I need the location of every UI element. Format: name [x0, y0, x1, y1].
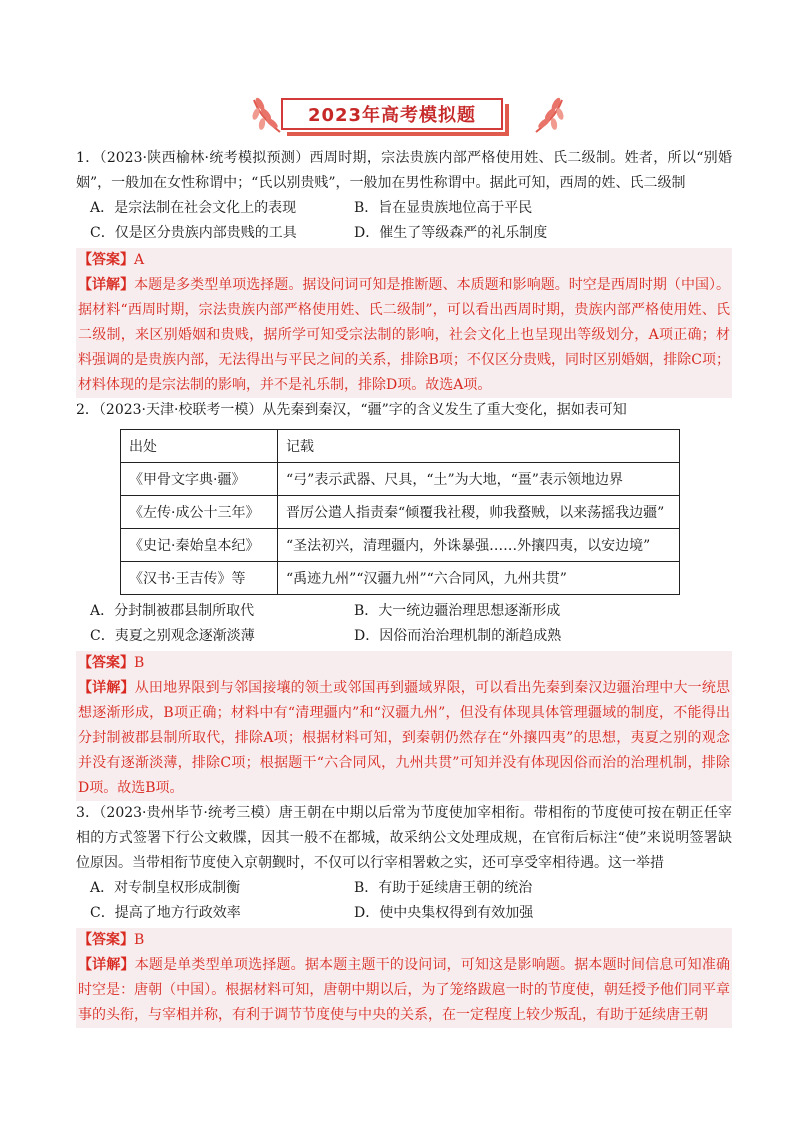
explanation-label: 【详解】 — [78, 277, 135, 293]
table-row — [121, 496, 680, 529]
answer-value: B — [134, 932, 145, 948]
banner — [76, 92, 732, 144]
option-d: D．催生了等级森严的礼乐制度 — [354, 225, 548, 241]
explanation — [76, 676, 732, 801]
table-row — [121, 529, 680, 562]
explanation — [76, 273, 732, 398]
question-3 — [76, 801, 732, 1028]
explanation-text: 从田地界限到与邻国接壤的领土或邻国再到疆域界限，可以看出先秦到秦汉边疆治理中大一统思想逐渐形成，B项正确；材料中有“清理疆内”和“汉疆九州”，但没有体现具体管理疆域的制度，不能得出分封制被郡县制所取代，排除A项；根据材料可知，到秦朝仍然存在“外攘四夷”的思想，夷夏之别的观念并没有逐渐淡薄，排除C项；根据题干“六合同风，九州共贯”可知并没有体现因俗而治的治理机制，排除D项。故选B项。 — [78, 680, 731, 796]
document-page — [76, 92, 732, 1028]
answer-line — [76, 928, 732, 953]
table-cell: 《汉书·王吉传》等 — [121, 562, 278, 595]
explanation — [76, 953, 732, 1028]
answer-line — [76, 651, 732, 676]
table-header-row — [121, 430, 680, 463]
answer-label: 【答案】 — [78, 932, 134, 948]
leaf-ornament-left-icon — [252, 94, 282, 134]
question-1 — [76, 146, 732, 398]
option-a: A．是宗法制在社会文化上的表现 — [90, 200, 297, 216]
options — [90, 196, 732, 246]
answer-value: A — [134, 252, 145, 268]
table-cell: “圣法初兴，清理疆内，外诛暴强……外攘四夷，以安边境” — [278, 529, 680, 562]
explanation-text: 本题是多类型单项选择题。据设问词可知是推断题、本质题和影响题。时空是西周时期（中国）。据材料“西周时期，宗法贵族内部严格使用姓、氏二级制”，可以看出西周时期，贵族内部严格使用姓、氏二级制，来区别婚姻和贵贱，据所学可知受宗法制的影响，社会文化上也呈现出等级划分，A项正确；材料强调的是贵族内部，无法得出与平民之间的关系，排除B项；不仅区分贵贱，同时区别婚姻，排除C项；材料体现的是宗法制的影响，并不是礼乐制，排除D项。故选A项。 — [78, 277, 731, 393]
option-d: D．因俗而治治理机制的渐趋成熟 — [354, 628, 562, 644]
explanation-label: 【详解】 — [78, 957, 135, 973]
option-b: B．大一统边疆治理思想逐渐形成 — [354, 603, 561, 619]
options — [90, 876, 732, 926]
table-header-cell: 出处 — [121, 430, 278, 463]
leaf-ornament-right-icon — [534, 94, 564, 134]
options — [90, 599, 732, 649]
option-c: C．提高了地方行政效率 — [90, 905, 241, 921]
table-row — [121, 463, 680, 496]
banner-title-box — [281, 98, 503, 130]
table-cell: 《甲骨文字典·疆》 — [121, 463, 278, 496]
table-cell: 《史记·秦始皇本纪》 — [121, 529, 278, 562]
option-c: C．仅是区分贵族内部贵贱的工具 — [90, 225, 297, 241]
table-cell: 晋厉公遣人指责秦“倾覆我社稷，帅我蝥贼，以来荡摇我边疆” — [278, 496, 680, 529]
question-stem: 3．（2023·贵州毕节·统考三模）唐王朝在中期以后常为节度使加宰相衔。带相衔的节度使可按在朝正任宰相的方式签署下行公文敕牒，因其一般不在都城，故采纳公文处理成规，在官衔后标注“使”来说明签署缺位原因。当带相衔节度使入京朝觐时，不仅可以行宰相署敕之实，还可享受宰相待遇。这一举措 — [76, 805, 732, 871]
table-header-cell: 记载 — [278, 430, 680, 463]
source-table — [120, 429, 680, 595]
table-cell: 《左传·成公十三年》 — [121, 496, 278, 529]
answer-value: B — [134, 655, 145, 671]
explanation-text: 本题是单类型单项选择题。据本题主题干的设问词，可知这是影响题。据本题时间信息可知准确时空是：唐朝（中国）。根据材料可知，唐朝中期以后，为了笼络跋扈一时的节度使，朝廷授予他们同平章事的头衔，与宰相并称，有利于调节节度使与中央的关系，在一定程度上较少叛乱，有助于延续唐王朝 — [78, 957, 731, 1023]
question-stem: 2．（2023·天津·校联考一模）从先秦到秦汉，“疆”字的含义发生了重大变化，据如表可知 — [76, 402, 627, 418]
option-d: D．使中央集权得到有效加强 — [354, 905, 534, 921]
explanation-label: 【详解】 — [78, 680, 135, 696]
question-stem: 1．（2023·陕西榆林·统考模拟预测）西周时期，宗法贵族内部严格使用姓、氏二级制。姓者，所以“别婚姻”，一般加在女性称谓中；“氏以别贵贱”，一般加在男性称谓中。据此可知，西周的姓、氏二级制 — [76, 150, 732, 191]
answer-line — [76, 248, 732, 273]
answer-label: 【答案】 — [78, 252, 134, 268]
option-b: B．有助于延续唐王朝的统治 — [354, 880, 533, 896]
table-cell: “弓”表示武器、尺具，“土”为大地，“畺”表示领地边界 — [278, 463, 680, 496]
question-2 — [76, 398, 732, 801]
answer-label: 【答案】 — [78, 655, 134, 671]
option-c: C．夷夏之别观念逐渐淡薄 — [90, 628, 255, 644]
option-b: B．旨在显贵族地位高于平民 — [354, 200, 533, 216]
table-cell: “禹迹九州”“汉疆九州”“六合同风，九州共贯” — [278, 562, 680, 595]
option-a: A．分封制被郡县制所取代 — [90, 603, 255, 619]
option-a: A．对专制皇权形成制衡 — [90, 880, 241, 896]
page-title: 2023年高考模拟题 — [307, 105, 477, 126]
table-row — [121, 562, 680, 595]
